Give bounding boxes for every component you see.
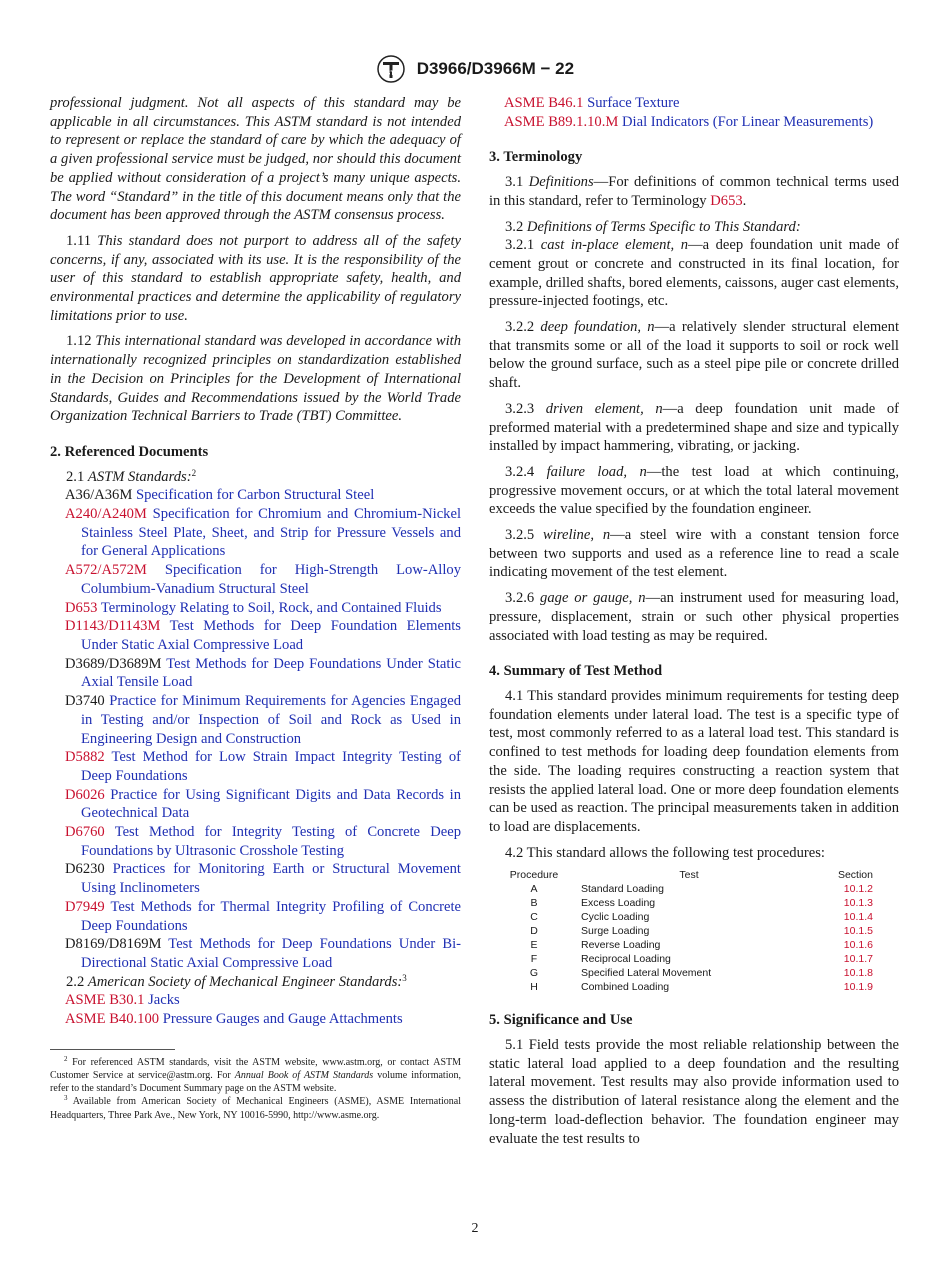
table-header-row [503, 868, 881, 882]
section-link[interactable]: 10.1.4 [843, 911, 873, 924]
paragraph-1-12 [50, 332, 461, 426]
section-link[interactable]: 10.1.5 [843, 925, 873, 938]
table-row: E Reverse Loading 10.1.6 [503, 938, 881, 952]
ref-item[interactable]: ASME B40.100 Pressure Gauges and Gauge Attachments [65, 1011, 403, 1028]
table-row: A Standard Loading 10.1.2 [503, 882, 881, 896]
section-4-heading: 4. Summary of Test Method [489, 663, 663, 680]
clause-number: 1.12 [66, 333, 92, 350]
table-row: B Excess Loading 10.1.3 [503, 896, 881, 910]
section-link[interactable]: 10.1.2 [843, 883, 873, 896]
subsection-2-2: 2.2 American Society of Mechanical Engineer Standards:$^3$ [66, 972, 407, 990]
ref-item[interactable]: D3689/D3689M Test Methods for Deep Foundations Under Static Axial Tensile Load [65, 655, 461, 691]
ref-item[interactable]: A240/A240M Specification for Chromium and Chromium-Nickel Stainless Steel Plate, Sheet, and Strip for Pressure Vessels and for General Applications [65, 506, 462, 560]
table-row: C Cyclic Loading 10.1.4 [503, 910, 881, 924]
astm-reference-list [50, 486, 461, 972]
definition-3-2-2: 3.2.2 deep foundation, n—a relatively slender structural element that transmits some or all of the load it supports to soil or rock well below the ground surface, such as a steel pipe pile or concrete drilled shaft. [489, 319, 899, 392]
left-column [50, 94, 461, 1122]
ref-item[interactable]: D5882 Test Method for Low Strain Impact Integrity Testing of Deep Foundations [65, 749, 461, 784]
ref-item[interactable]: D6760 Test Method for Integrity Testing of Concrete Deep Foundations by Ultrasonic Crosshole Testing [65, 824, 461, 859]
paragraph-1-11 [50, 232, 461, 326]
footnote-3: $^3$ Available from American Society of Mechanical Engineers (ASME), ASME International Headquarters, Three Park Ave., New York, NY 10016-5990, http://www.asme.org. [50, 1094, 461, 1121]
link-d653[interactable]: D653 [710, 192, 743, 209]
section-link[interactable]: 10.1.3 [843, 897, 873, 910]
paragraph-continuation: professional judgment. Not all aspects of this standard may be applicable in all circumstances. This ASTM standard is not intended to represent or replace the standard of care by which the adequacy of a given professional service must be judged, nor should this document be applied without consideration of a project’s many unique aspects. The word “Standard” in the title of this document means only that the document has been approved through the ASTM consensus process. [50, 95, 461, 224]
section-5-heading: 5. Significance and Use [489, 1012, 633, 1029]
column-header: Procedure [509, 869, 559, 882]
definition-3-2-5: 3.2.5 wireline, n—a steel wire with a constant tension force between two supports and used as a reference line to read a scale indicating movement of the test element. [489, 527, 899, 581]
ref-item[interactable]: ASME B89.1.10.M Dial Indicators (For Linear Measurements) [504, 113, 874, 130]
section-link[interactable]: 10.1.9 [843, 981, 873, 994]
table-row: G Specified Lateral Movement 10.1.8 [503, 966, 881, 980]
ref-item[interactable]: D6026 Practice for Using Significant Digits and Data Records in Geotechnical Data [65, 786, 461, 822]
ref-item[interactable]: A36/A36M Specification for Carbon Structural Steel [65, 487, 375, 504]
paragraph-4-2: 4.2 This standard allows the following test procedures: [505, 844, 825, 861]
clause-text: This standard does not purport to address all of the safety concerns, if any, associated with its use. It is the responsibility of the user of this standard to establish appropriate safety, health, and environmental practices and determine the applicability of regulatory limitations prior to use. [50, 232, 461, 324]
ref-item[interactable]: D1143/D1143M Test Methods for Deep Foundation Elements Under Static Axial Compressive Load [65, 618, 461, 653]
ref-item[interactable]: D653 Terminology Relating to Soil, Rock, and Contained Fluids [65, 599, 442, 616]
column-header: Test [679, 869, 699, 882]
definition-3-2-3: 3.2.3 driven element, n—a deep foundation unit made of preformed material with a predetermined shape and size and typically installed by impact hammering, vibrating, or jacking. [489, 400, 899, 455]
paragraph-4-1: 4.1 This standard provides minimum requirements for testing deep foundation elements under lateral load. The test is a specific type of test, most commonly referred to as a lateral load test. This standard is confined to test methods for loading deep foundation elements from the side. The loading requires constructing a reaction system that resists the applied lateral load. One or more deep foundation elements can be used as reaction. The principal measurements taken in addition to load are displacements. [489, 687, 899, 835]
clause-number: 1.11 [66, 232, 91, 249]
procedures-table [503, 868, 881, 994]
asme-reference-list-right [489, 94, 899, 131]
ref-item[interactable]: D3740 Practice for Minimum Requirements for Agencies Engaged in Testing and/or Inspection of Soil and Rock as Used in Engineering Design and Construction [65, 693, 461, 747]
ref-item[interactable]: A572/A572M Specification for High-Strength Low-Alloy Columbium-Vanadium Structural Steel [65, 562, 461, 597]
section-link[interactable]: 10.1.8 [843, 967, 873, 980]
asme-reference-list-left [50, 991, 461, 1028]
document-designation: D3966/D3966M − 22 [416, 59, 575, 78]
table-row: F Reciprocal Loading 10.1.7 [503, 952, 881, 966]
section-link[interactable]: 10.1.7 [843, 953, 873, 966]
ref-item[interactable]: D8169/D8169M Test Methods for Deep Foundations Under Bi-Directional Static Axial Compressive Load [65, 936, 461, 971]
paragraph-5-1: 5.1 Field tests provide the most reliable relationship between the static lateral load applied to a deep foundation and the resulting lateral movement. Test results may also provide information used to assess the distribution of lateral resistance along the element and the long-term load-deflection behavior. The foundation engineer may evaluate the test results to [489, 1037, 899, 1147]
table-row: H Combined Loading 10.1.9 [503, 980, 881, 994]
right-column [489, 94, 899, 1148]
page-header [0, 54, 950, 84]
footnote-ref-3[interactable]: 3 [402, 972, 407, 983]
subsection-2-1: 2.1 ASTM Standards:$^2$ [66, 467, 197, 485]
section-3-heading: 3. Terminology [489, 149, 583, 166]
definition-3-2-4: 3.2.4 failure load, n—the test load at which continuing, progressive movement occurs, or at which the total lateral movement exceeds the value specified by the foundation engineer. [489, 463, 900, 518]
footnote-divider [50, 1049, 175, 1050]
section-2-heading: 2. Referenced Documents [50, 443, 209, 460]
table-row: D Surge Loading 10.1.5 [503, 924, 881, 938]
ref-item[interactable]: D6230 Practices for Monitoring Earth or Structural Movement Using Inclinometers [65, 861, 461, 897]
section-link[interactable]: 10.1.6 [843, 939, 873, 952]
clause-text: This international standard was developed in accordance with internationally recognized principles on standardization established in the Decision on Principles for the Development of International Standards, Guides and Recommendations issued by the World Trade Organization Technical Barriers to Trade (TBT) Committee. [50, 333, 461, 425]
ref-item[interactable]: ASME B46.1 Surface Texture [504, 95, 680, 111]
definition-3-2-1: 3.2.1 cast in-place element, n—a deep foundation unit made of cement grout or concrete and constructed in its final location, for example, drilled shafts, bored elements, caissons, auger cast elements, pressure-injected footings, etc. [489, 237, 899, 310]
logo-text: ASTM [381, 70, 401, 77]
subsection-3-1: 3.1 Definitions—For definitions of common technical terms used in this standard, refer to Terminology D653. [489, 174, 900, 209]
ref-item[interactable]: ASME B30.1 Jacks [65, 992, 180, 1009]
column-header: Section [837, 869, 873, 882]
definition-3-2-6: 3.2.6 gage or gauge, n—an instrument used for measuring load, pressure, displacement, strain or such other physical properties associated with load testing as may be required. [489, 590, 899, 644]
subsection-3-2: 3.2 Definitions of Terms Specific to This Standard: [505, 218, 801, 235]
page-number: 2 [471, 1221, 479, 1236]
astm-logo-icon [376, 54, 406, 84]
footnote-ref-2[interactable]: 2 [191, 467, 197, 478]
footnote-2: $^2$ For referenced ASTM standards, visit the ASTM website, www.astm.org, or contact ASTM Customer Service at service@astm.org. For Annual Book of ASTM Standards volume information, refer to the standard’s Document Summary page on the ASTM website. [50, 1054, 462, 1095]
ref-item[interactable]: D7949 Test Methods for Thermal Integrity Profiling of Concrete Deep Foundations [65, 898, 461, 934]
